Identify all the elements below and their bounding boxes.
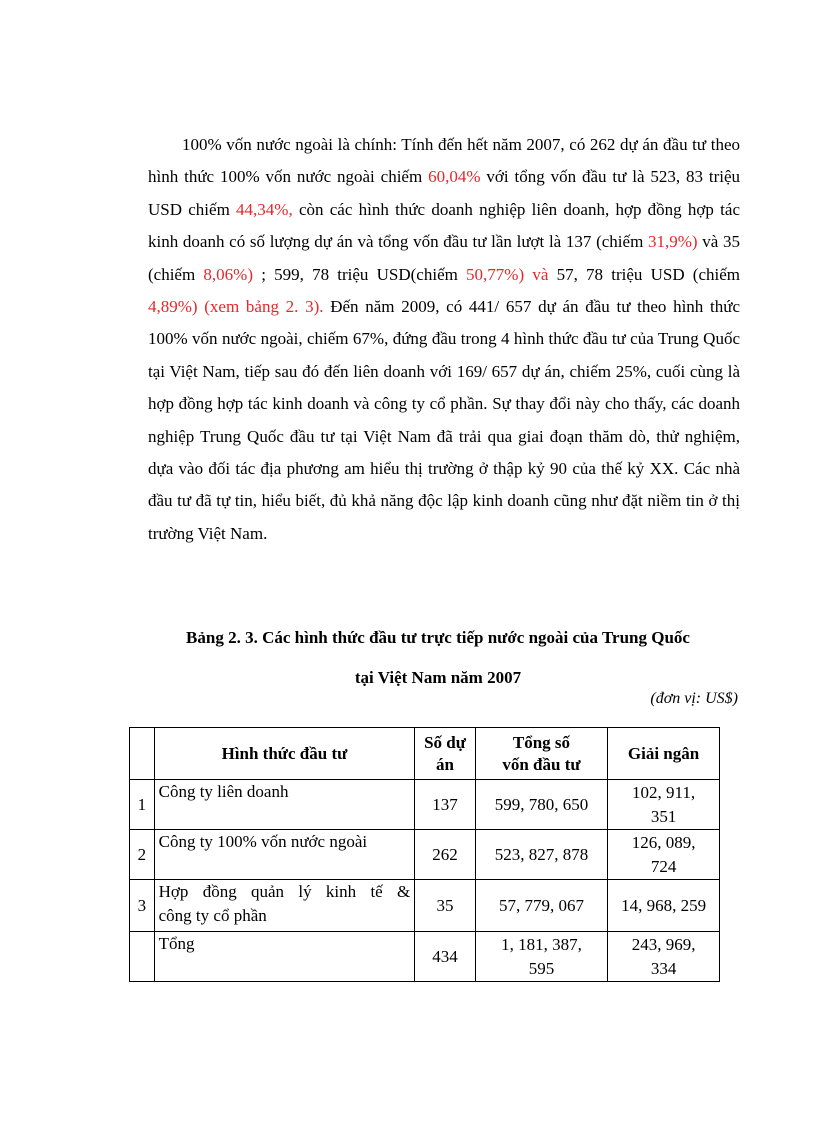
row-form-line-2: công ty cổ phần bbox=[158, 906, 267, 925]
row-capital: 523, 827, 878 bbox=[475, 830, 607, 880]
highlight-4-89: 4,89%) (xem bảng 2. 3). bbox=[148, 297, 324, 317]
row-disbursed bbox=[608, 830, 720, 880]
highlight-50-77: 50,77%) và bbox=[466, 264, 549, 284]
table-row bbox=[130, 830, 720, 880]
para-text-4: và 35 (chiếm bbox=[148, 232, 741, 284]
total-index bbox=[130, 932, 155, 982]
row-disbursed bbox=[608, 780, 720, 830]
total-capital-line-2: 595 bbox=[528, 958, 555, 978]
para-text-6: 57, 78 triệu USD (chiếm bbox=[556, 264, 740, 284]
row-disbursed-line-2: 351 bbox=[650, 806, 677, 826]
highlight-60-04: 60,04% bbox=[428, 167, 481, 187]
row-disbursed-line-1: 126, 089, bbox=[631, 832, 696, 852]
para-text-5: ; 599, 78 triệu USD(chiếm bbox=[261, 264, 458, 284]
para-text-2: với tổng vốn đầu tư là 523, 83 triệu USD chiếm bbox=[148, 167, 741, 219]
header-projects-line-1: Số dự bbox=[424, 732, 466, 752]
highlight-31-9: 31,9%) bbox=[648, 232, 698, 252]
caption-line-2: tại Việt Nam năm 2007 bbox=[354, 668, 522, 687]
row-form: Công ty liên doanh bbox=[154, 780, 415, 830]
row-index: 3 bbox=[130, 880, 155, 932]
header-index bbox=[130, 728, 155, 780]
header-capital-line-1: Tổng số bbox=[512, 732, 571, 752]
row-capital: 57, 779, 067 bbox=[475, 880, 607, 932]
unit-note: (đơn vị: US$) bbox=[650, 690, 738, 707]
row-index: 2 bbox=[130, 830, 155, 880]
header-capital bbox=[475, 728, 607, 780]
table-header-row bbox=[130, 728, 720, 780]
table-caption bbox=[120, 618, 756, 698]
header-form: Hình thức đầu tư bbox=[154, 728, 415, 780]
total-projects: 434 bbox=[415, 932, 476, 982]
header-capital-line-2: vốn đầu tư bbox=[502, 754, 581, 774]
para-text-1: 100% vốn nước ngoài là chính: Tính đến hết năm 2007, có 262 dự án đầu tư theo hình thức 100% vốn nước ngoài chiếm bbox=[148, 135, 740, 187]
total-capital bbox=[475, 932, 607, 982]
table-total-row bbox=[130, 932, 720, 982]
para-text-7: Đến năm 2009, có 441/ 657 dự án đầu tư theo hình thức 100% vốn nước ngoài, chiếm 67%, đứng đầu trong 4 hình thức đầu tư của Trung Quốc tại Việt Nam, tiếp sau đó đến liên doanh với 169/ 657 dự án, chiếm 25%, cuối cùng là hợp đồng hợp tác kinh doanh và công ty cổ phần. Sự thay đổi này cho thấy, các doanh nghiệp Trung Quốc đầu tư tại Việt Nam đã trải qua giai đoạn thăm dò, thử nghiệm, dựa vào đối tác địa phương am hiểu thị trường ở thập kỷ 90 của thế kỷ XX. Các nhà đầu tư đã tự tin, hiểu biết, đủ khả năng độc lập kinh doanh cũng như đặt niềm tin ở thị trường Việt Nam. bbox=[148, 297, 740, 543]
para-text-3: còn các hình thức doanh nghiệp liên doanh, hợp đồng hợp tác kinh doanh có số lượng dự án và tổng vốn đầu tư lần lượt là 137 (chiếm bbox=[148, 199, 740, 252]
total-disbursed bbox=[608, 932, 720, 982]
row-projects: 137 bbox=[415, 780, 476, 830]
row-projects: 262 bbox=[415, 830, 476, 880]
row-disbursed-line-1: 102, 911, bbox=[632, 782, 696, 802]
highlight-44-34: 44,34%, bbox=[236, 199, 293, 219]
total-label: Tổng bbox=[154, 932, 415, 982]
row-projects: 35 bbox=[415, 880, 476, 932]
table-row bbox=[130, 780, 720, 830]
header-projects-line-2: án bbox=[436, 754, 454, 774]
row-form bbox=[154, 880, 415, 932]
caption-line-1: Bảng 2. 3. Các hình thức đầu tư trực tiếp nước ngoài của Trung Quốc bbox=[186, 628, 690, 647]
header-projects bbox=[415, 728, 476, 780]
total-disbursed-line-1: 243, 969, bbox=[631, 934, 696, 954]
row-form-line-1: Hợp đồng quản lý kinh tế & bbox=[158, 882, 411, 901]
row-index: 1 bbox=[130, 780, 155, 830]
header-disbursed: Giải ngân bbox=[608, 728, 720, 780]
highlight-8-06: 8,06%) bbox=[203, 264, 253, 284]
row-capital: 599, 780, 650 bbox=[475, 780, 607, 830]
row-disbursed-line-2: 724 bbox=[650, 856, 677, 876]
body-paragraph bbox=[148, 129, 740, 550]
row-disbursed: 14, 968, 259 bbox=[608, 880, 720, 932]
total-disbursed-line-2: 334 bbox=[650, 958, 677, 978]
total-capital-line-1: 1, 181, 387, bbox=[501, 934, 582, 954]
row-form: Công ty 100% vốn nước ngoài bbox=[154, 830, 415, 880]
investment-table bbox=[129, 727, 720, 982]
table-row bbox=[130, 880, 720, 932]
